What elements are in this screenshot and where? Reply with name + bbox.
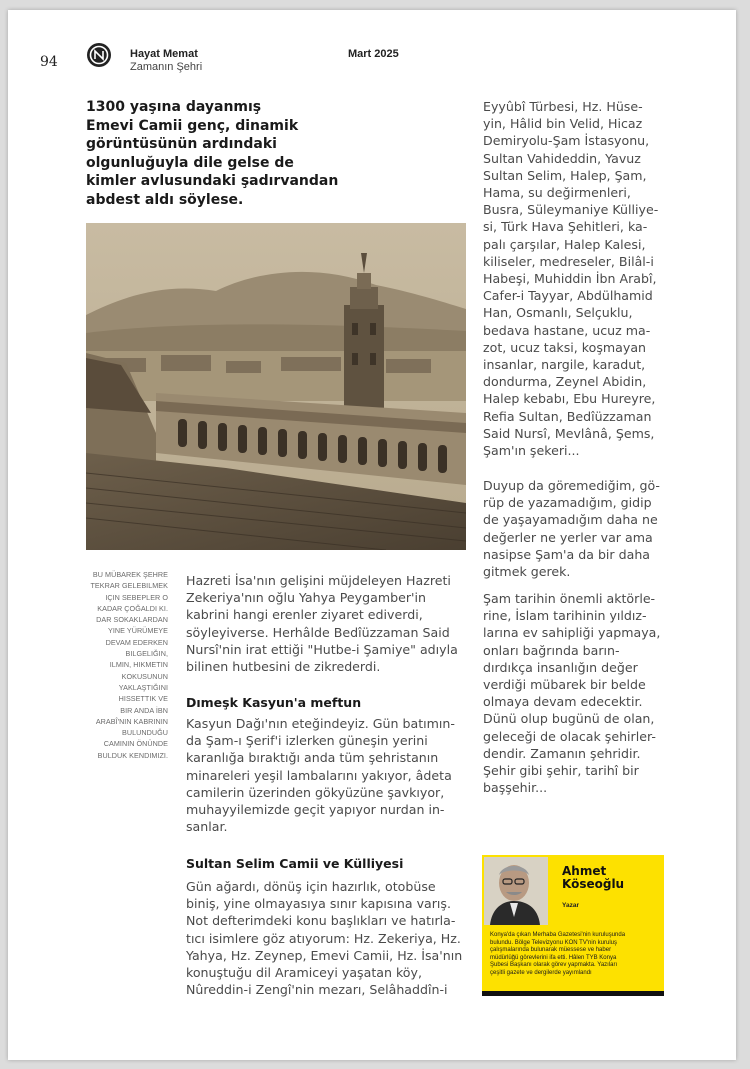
author-box [482, 855, 664, 996]
intro-line: abdest aldı söylese. [86, 191, 244, 208]
magazine-logo-icon [86, 42, 112, 68]
umayyad-mosque-photo [86, 223, 466, 550]
issue-date: Mart 2025 [348, 48, 399, 60]
right-paragraph-1: Eyyûbî Türbesi, Hz. Hüse- yin, Hâlid bin Velid, Hicaz Demiryolu-Şam İstasyonu, Sultan Vahideddin, Yavuz Sultan Selim, Halep, Şam, Hama, su değirmenleri, Busra, Süleymaniye Külliye- si, Türk Hava Şehitleri, ka- palı çarşılar, Halep Kalesi, kiliseler, medreseler, Bilâl-i Habeşi, Muhiddin İbn Arabî, Cafer-i Tayyar, Abdülhamid Han, Osmanlı, Selçuklu, bedava hastane, ucuz ma- zot, ucuz taksi, koşmayan insanlar, nargile, karadut, dondurma, Zeynel Abidin, Halep kebabı, Ebu Hureyre, Refia Sultan, Bedîüzzaman Said Nursî, Mevlânâ, Şems, Şam'ın şekeri... [483, 99, 659, 459]
author-name: Ahmet Köseoğlu [562, 864, 625, 891]
intro-line: olgunluğuyla dile gelse de [86, 154, 294, 171]
magazine-page [8, 10, 736, 1060]
author-portrait [484, 857, 548, 925]
paragraph-3: Gün ağardı, dönüş için hazırlık, otobüse biniş, yine olmayasıya sınır kapısına varış. Not defterimdeki konu başlıkları ve hatırla- tıcı isimlere göz atıyorum: Hz. Zekeriya, Hz. Yahya, Hz. Zeynep, Emevi Camii, Hz. İsa'nın konuştuğu dil Aramiceyi yaşatan köy, Nûreddin-i Zengî'nin mezarı, Selâhaddîn-i [186, 879, 463, 998]
intro-lead [86, 98, 358, 209]
intro-line: görüntüsünün ardındaki [86, 136, 277, 152]
author-bio: Konya'da çıkan Merhaba Gazetesi'nin kuruluşunda bulundu. Bölge Televizyonu KON TV'nin kuruluş çalışmalarında bulunarak müessese ve haber müdürlüğü görevlerini ifa etti. Hâlen TYB Konya Şubesi Başkanı olarak görev yapmakta. Yazıları çeşitli gazete ve dergilerde yayımlandı [490, 932, 626, 976]
intro-line: 1300 yaşına dayanmış [86, 99, 262, 115]
magazine-title: Hayat Memat [130, 48, 198, 60]
section-name: Zamanın Şehri [130, 61, 203, 73]
paragraph-1: Hazreti İsa'nın gelişini müjdeleyen Hazreti Zekeriya'nın oğlu Yahya Peygamber'in kabrini hangi erenler ziyaret ediverdi, söyleyiverse. Herhâlde Bedîüzzaman Said Nursî'nin irat ettiği "Hutbe-i Şamiye" adıyla bilinen hutbesini de zikrederdi. [186, 573, 458, 675]
heading-dimesk-kasyun: Dımeşk Kasyun'a meftun [186, 695, 362, 710]
author-box-bottom-bar [482, 991, 664, 996]
intro-line: kimler avlusundaki şadırvandan [86, 173, 339, 189]
paragraph-2: Kasyun Dağı'nın eteğindeyiz. Gün batımın- da Şam-ı Şerif'i izlerken güneşin yerini karanlığa bıraktığı anda tüm şehristanın minareleri yeşil lambalarını yakıyor, âdeta camilerin üzerinden gökyüzüne şavkıyor, muhayyilemizde geçit yapıyor nurdan in- sanlar. [186, 716, 455, 835]
right-paragraph-3: Şam tarihin önemli aktörle- rine, İslam tarihinin yıldız- larına ev sahipliği yapmaya, onları bağrında barın- dırdıkça insanlığın değer verdiği mübarek bir belde olmaya devam edecektir. Dünü olup bugünü de olan, geleceği de olacak şehirler- dendir. Zamanın şehridir. Şehir gibi şehir, tarihî bir başşehir... [483, 591, 661, 796]
page-number: 94 [40, 54, 58, 70]
intro-line: Emevi Camii genç, dinamik [86, 117, 299, 134]
right-paragraph-2: Duyup da göremediğim, gö- rüp de yazamadığım, gidip de yaşayamadığım daha ne değerler ne yerler var ama nasipse Şam'a da bir daha gitmek gerek. [483, 478, 660, 580]
author-role: Yazar [562, 902, 579, 909]
heading-sultan-selim: Sultan Selim Camii ve Külliyesi [186, 856, 404, 871]
photo-caption: BU MÜBAREK ŞEHRE TEKRAR GELEBILMEK IÇIN SEBEPLER O KADAR ÇOĞALDI KI. DAR SOKAKLARDAN YINE YÜRÜMEYE DEVAM EDERKEN BILGELIĞIN, ILMIN, HIKMETIN KOKUSUNUN YAKLAŞTIĞINI HISSETTIK VE BIR ANDA İBN ARABÎ'NIN KABRININ BULUNDUĞU CAMININ ÖNÜNDE BULDUK KENDIMIZI. [90, 570, 168, 760]
